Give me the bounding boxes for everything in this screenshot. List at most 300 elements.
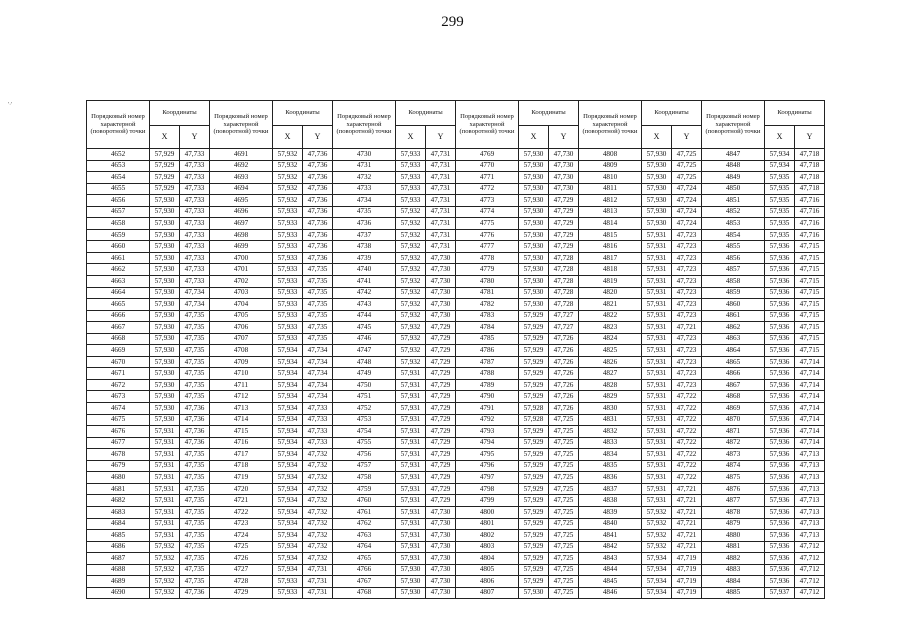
point-number-cell: 4883 [702,564,765,576]
table-row [87,564,825,576]
y-value-cell: 47,714 [795,391,825,403]
point-number-cell: 4727 [210,564,273,576]
point-number-cell: 4839 [579,506,642,518]
x-value-cell: 57,936 [765,252,795,264]
point-number-cell: 4786 [456,345,519,357]
point-number-cell: 4672 [87,379,150,391]
y-value-cell: 47,735 [180,460,210,472]
table-row [87,518,825,530]
point-number-cell: 4659 [87,229,150,241]
y-value-cell: 47,733 [303,437,333,449]
point-number-cell: 4652 [87,149,150,161]
x-value-cell: 57,932 [273,183,303,195]
x-value-cell: 57,932 [273,195,303,207]
x-value-cell: 57,931 [396,368,426,380]
x-value-cell: 57,931 [642,345,672,357]
point-number-cell: 4813 [579,206,642,218]
point-number-cell: 4701 [210,264,273,276]
x-value-cell: 57,932 [642,530,672,542]
x-value-cell: 57,936 [765,553,795,565]
point-number-cell: 4715 [210,426,273,438]
point-number-cell: 4855 [702,241,765,253]
point-number-cell: 4750 [333,379,396,391]
y-value-cell: 47,725 [549,518,579,530]
y-value-cell: 47,721 [672,322,702,334]
x-value-cell: 57,932 [396,287,426,299]
point-number-cell: 4734 [333,195,396,207]
point-number-cell: 4796 [456,460,519,472]
x-value-cell: 57,931 [642,414,672,426]
x-value-cell: 57,930 [150,206,180,218]
y-value-cell: 47,734 [303,356,333,368]
y-value-cell: 47,736 [303,218,333,230]
x-value-cell: 57,934 [273,495,303,507]
point-number-cell: 4660 [87,241,150,253]
point-number-cell: 4790 [456,391,519,403]
point-number-cell: 4882 [702,553,765,565]
x-value-cell: 57,931 [642,437,672,449]
y-value-cell: 47,730 [426,264,456,276]
x-value-cell: 57,929 [519,449,549,461]
point-number-cell: 4744 [333,310,396,322]
y-value-cell: 47,716 [795,229,825,241]
y-value-cell: 47,723 [672,299,702,311]
x-value-cell: 57,934 [273,368,303,380]
y-value-cell: 47,735 [180,506,210,518]
table-row [87,241,825,253]
x-value-cell: 57,930 [519,264,549,276]
x-value-cell: 57,931 [150,506,180,518]
y-value-cell: 47,715 [795,345,825,357]
y-value-cell: 47,721 [672,483,702,495]
x-value-cell: 57,928 [519,414,549,426]
y-value-cell: 47,712 [795,553,825,565]
y-value-cell: 47,733 [180,218,210,230]
header-coordinates: Координаты [273,101,333,126]
point-number-cell: 4804 [456,553,519,565]
point-number-cell: 4789 [456,379,519,391]
x-value-cell: 57,931 [396,483,426,495]
y-value-cell: 47,715 [795,333,825,345]
x-value-cell: 57,931 [642,310,672,322]
table-row [87,276,825,288]
x-value-cell: 57,931 [150,460,180,472]
point-number-cell: 4670 [87,356,150,368]
y-value-cell: 47,735 [303,310,333,322]
y-value-cell: 47,735 [180,310,210,322]
point-number-cell: 4673 [87,391,150,403]
point-number-cell: 4699 [210,241,273,253]
x-value-cell: 57,932 [396,241,426,253]
point-number-cell: 4763 [333,530,396,542]
x-value-cell: 57,931 [642,299,672,311]
point-number-cell: 4664 [87,287,150,299]
point-number-cell: 4810 [579,172,642,184]
point-number-cell: 4733 [333,183,396,195]
y-value-cell: 47,733 [180,172,210,184]
x-value-cell: 57,933 [396,160,426,172]
x-value-cell: 57,930 [150,241,180,253]
x-value-cell: 57,929 [150,149,180,161]
point-number-cell: 4814 [579,218,642,230]
point-number-cell: 4826 [579,356,642,368]
point-number-cell: 4749 [333,368,396,380]
x-value-cell: 57,932 [396,322,426,334]
point-number-cell: 4671 [87,368,150,380]
table-row [87,299,825,311]
y-value-cell: 47,725 [549,564,579,576]
y-value-cell: 47,722 [672,391,702,403]
x-value-cell: 57,931 [396,426,426,438]
point-number-cell: 4731 [333,160,396,172]
x-value-cell: 57,930 [150,229,180,241]
x-value-cell: 57,931 [642,252,672,264]
x-value-cell: 57,936 [765,379,795,391]
table-body [87,149,825,599]
y-value-cell: 47,729 [549,195,579,207]
point-number-cell: 4778 [456,252,519,264]
x-value-cell: 57,930 [519,276,549,288]
x-value-cell: 57,929 [150,183,180,195]
x-value-cell: 57,936 [765,333,795,345]
point-number-cell: 4797 [456,472,519,484]
x-value-cell: 57,929 [519,518,549,530]
x-value-cell: 57,930 [642,149,672,161]
x-value-cell: 57,931 [396,530,426,542]
y-value-cell: 47,724 [672,195,702,207]
point-number-cell: 4875 [702,472,765,484]
point-number-cell: 4791 [456,403,519,415]
x-value-cell: 57,930 [519,160,549,172]
y-value-cell: 47,730 [549,183,579,195]
y-value-cell: 47,731 [303,564,333,576]
x-value-cell: 57,931 [642,241,672,253]
x-value-cell: 57,934 [273,460,303,472]
y-value-cell: 47,729 [549,241,579,253]
point-number-cell: 4844 [579,564,642,576]
point-number-cell: 4836 [579,472,642,484]
point-number-cell: 4755 [333,437,396,449]
x-value-cell: 57,936 [765,264,795,276]
x-value-cell: 57,933 [273,218,303,230]
header-y: Y [426,126,456,149]
x-value-cell: 57,937 [765,587,795,599]
x-value-cell: 57,929 [519,541,549,553]
point-number-cell: 4822 [579,310,642,322]
y-value-cell: 47,712 [795,576,825,588]
x-value-cell: 57,934 [273,379,303,391]
point-number-cell: 4739 [333,252,396,264]
table-row [87,403,825,415]
x-value-cell: 57,934 [273,403,303,415]
x-value-cell: 57,931 [396,518,426,530]
point-number-cell: 4878 [702,506,765,518]
point-number-cell: 4678 [87,449,150,461]
y-value-cell: 47,723 [672,229,702,241]
y-value-cell: 47,733 [180,160,210,172]
y-value-cell: 47,732 [303,518,333,530]
y-value-cell: 47,733 [180,183,210,195]
y-value-cell: 47,722 [672,449,702,461]
y-value-cell: 47,731 [426,160,456,172]
x-value-cell: 57,931 [150,449,180,461]
point-number-cell: 4706 [210,322,273,334]
y-value-cell: 47,715 [795,287,825,299]
header-point-number: Порядковый номер характерной (поворотной) точки [87,101,150,149]
point-number-cell: 4850 [702,183,765,195]
table-row [87,449,825,461]
point-number-cell: 4718 [210,460,273,472]
table-row [87,252,825,264]
y-value-cell: 47,735 [180,333,210,345]
point-number-cell: 4800 [456,506,519,518]
point-number-cell: 4884 [702,576,765,588]
y-value-cell: 47,730 [426,553,456,565]
point-number-cell: 4881 [702,541,765,553]
x-value-cell: 57,933 [273,241,303,253]
x-value-cell: 57,931 [396,541,426,553]
x-value-cell: 57,931 [396,449,426,461]
point-number-cell: 4865 [702,356,765,368]
point-number-cell: 4696 [210,206,273,218]
table-row [87,183,825,195]
x-value-cell: 57,936 [765,241,795,253]
y-value-cell: 47,729 [549,229,579,241]
point-number-cell: 4709 [210,356,273,368]
y-value-cell: 47,713 [795,472,825,484]
header-y: Y [795,126,825,149]
point-number-cell: 4691 [210,149,273,161]
point-number-cell: 4852 [702,206,765,218]
point-number-cell: 4847 [702,149,765,161]
y-value-cell: 47,729 [549,206,579,218]
point-number-cell: 4717 [210,449,273,461]
header-x: X [519,126,549,149]
point-number-cell: 4809 [579,160,642,172]
x-value-cell: 57,934 [642,553,672,565]
point-number-cell: 4754 [333,426,396,438]
point-number-cell: 4803 [456,541,519,553]
point-number-cell: 4777 [456,241,519,253]
header-point-number: Порядковый номер характерной (поворотной) точки [210,101,273,149]
x-value-cell: 57,932 [150,553,180,565]
y-value-cell: 47,719 [672,576,702,588]
point-number-cell: 4775 [456,218,519,230]
point-number-cell: 4821 [579,299,642,311]
x-value-cell: 57,929 [519,426,549,438]
y-value-cell: 47,713 [795,506,825,518]
x-value-cell: 57,933 [273,276,303,288]
y-value-cell: 47,723 [672,379,702,391]
header-point-number: Порядковый номер характерной (поворотной) точки [333,101,396,149]
y-value-cell: 47,713 [795,449,825,461]
x-value-cell: 57,931 [396,506,426,518]
x-value-cell: 57,931 [396,414,426,426]
x-value-cell: 57,931 [642,356,672,368]
table-row [87,553,825,565]
x-value-cell: 57,929 [519,379,549,391]
x-value-cell: 57,934 [273,356,303,368]
y-value-cell: 47,719 [672,553,702,565]
y-value-cell: 47,725 [549,472,579,484]
y-value-cell: 47,733 [180,252,210,264]
point-number-cell: 4772 [456,183,519,195]
x-value-cell: 57,935 [765,229,795,241]
x-value-cell: 57,931 [642,379,672,391]
x-value-cell: 57,932 [396,333,426,345]
x-value-cell: 57,932 [642,541,672,553]
y-value-cell: 47,725 [672,149,702,161]
point-number-cell: 4723 [210,518,273,530]
y-value-cell: 47,732 [303,472,333,484]
x-value-cell: 57,934 [273,414,303,426]
y-value-cell: 47,724 [672,206,702,218]
header-y: Y [549,126,579,149]
x-value-cell: 57,932 [273,149,303,161]
point-number-cell: 4846 [579,587,642,599]
point-number-cell: 4702 [210,276,273,288]
y-value-cell: 47,725 [549,530,579,542]
x-value-cell: 57,930 [519,252,549,264]
point-number-cell: 4688 [87,564,150,576]
point-number-cell: 4774 [456,206,519,218]
y-value-cell: 47,718 [795,172,825,184]
x-value-cell: 57,930 [642,172,672,184]
y-value-cell: 47,733 [180,264,210,276]
table-row [87,345,825,357]
y-value-cell: 47,714 [795,437,825,449]
scan-speck: '·' [8,102,13,108]
x-value-cell: 57,931 [642,287,672,299]
point-number-cell: 4806 [456,576,519,588]
y-value-cell: 47,729 [426,483,456,495]
x-value-cell: 57,930 [150,322,180,334]
point-number-cell: 4785 [456,333,519,345]
table-row [87,576,825,588]
x-value-cell: 57,930 [150,356,180,368]
x-value-cell: 57,934 [273,530,303,542]
point-number-cell: 4669 [87,345,150,357]
y-value-cell: 47,735 [180,449,210,461]
x-value-cell: 57,931 [396,495,426,507]
point-number-cell: 4680 [87,472,150,484]
x-value-cell: 57,936 [765,368,795,380]
point-number-cell: 4747 [333,345,396,357]
y-value-cell: 47,733 [180,149,210,161]
y-value-cell: 47,726 [549,345,579,357]
y-value-cell: 47,727 [549,310,579,322]
x-value-cell: 57,933 [273,264,303,276]
y-value-cell: 47,729 [426,368,456,380]
x-value-cell: 57,930 [642,160,672,172]
header-coordinates: Координаты [765,101,825,126]
point-number-cell: 4753 [333,414,396,426]
y-value-cell: 47,718 [795,183,825,195]
y-value-cell: 47,730 [549,149,579,161]
x-value-cell: 57,929 [519,495,549,507]
point-number-cell: 4880 [702,530,765,542]
y-value-cell: 47,726 [549,368,579,380]
y-value-cell: 47,734 [303,379,333,391]
point-number-cell: 4711 [210,379,273,391]
y-value-cell: 47,735 [180,553,210,565]
x-value-cell: 57,933 [273,206,303,218]
x-value-cell: 57,931 [150,530,180,542]
x-value-cell: 57,931 [642,264,672,276]
y-value-cell: 47,731 [426,195,456,207]
x-value-cell: 57,931 [396,472,426,484]
point-number-cell: 4684 [87,518,150,530]
y-value-cell: 47,735 [180,391,210,403]
x-value-cell: 57,929 [519,322,549,334]
x-value-cell: 57,933 [396,183,426,195]
x-value-cell: 57,936 [765,460,795,472]
y-value-cell: 47,729 [426,460,456,472]
point-number-cell: 4713 [210,403,273,415]
point-number-cell: 4815 [579,229,642,241]
x-value-cell: 57,930 [396,576,426,588]
table-row [87,264,825,276]
x-value-cell: 57,931 [642,368,672,380]
y-value-cell: 47,715 [795,264,825,276]
x-value-cell: 57,936 [765,518,795,530]
point-number-cell: 4698 [210,229,273,241]
point-number-cell: 4692 [210,160,273,172]
x-value-cell: 57,929 [519,345,549,357]
x-value-cell: 57,934 [273,506,303,518]
y-value-cell: 47,726 [549,391,579,403]
point-number-cell: 4687 [87,553,150,565]
y-value-cell: 47,722 [672,460,702,472]
point-number-cell: 4848 [702,160,765,172]
y-value-cell: 47,730 [426,252,456,264]
y-value-cell: 47,718 [795,149,825,161]
table-row [87,322,825,334]
point-number-cell: 4817 [579,252,642,264]
table-row [87,333,825,345]
point-number-cell: 4807 [456,587,519,599]
point-number-cell: 4877 [702,495,765,507]
y-value-cell: 47,735 [180,483,210,495]
y-value-cell: 47,728 [549,276,579,288]
y-value-cell: 47,735 [303,287,333,299]
x-value-cell: 57,932 [396,229,426,241]
x-value-cell: 57,930 [642,195,672,207]
y-value-cell: 47,713 [795,460,825,472]
point-number-cell: 4708 [210,345,273,357]
y-value-cell: 47,735 [180,379,210,391]
x-value-cell: 57,936 [765,472,795,484]
table-row [87,426,825,438]
point-number-cell: 4690 [87,587,150,599]
x-value-cell: 57,934 [273,345,303,357]
x-value-cell: 57,930 [519,149,549,161]
header-coordinates: Координаты [519,101,579,126]
point-number-cell: 4667 [87,322,150,334]
y-value-cell: 47,722 [672,403,702,415]
point-number-cell: 4714 [210,414,273,426]
x-value-cell: 57,930 [150,195,180,207]
y-value-cell: 47,730 [426,541,456,553]
header-point-number: Порядковый номер характерной (поворотной) точки [456,101,519,149]
x-value-cell: 57,931 [642,403,672,415]
x-value-cell: 57,933 [273,310,303,322]
table-row [87,437,825,449]
point-number-cell: 4743 [333,299,396,311]
point-number-cell: 4792 [456,414,519,426]
y-value-cell: 47,715 [795,252,825,264]
y-value-cell: 47,712 [795,541,825,553]
